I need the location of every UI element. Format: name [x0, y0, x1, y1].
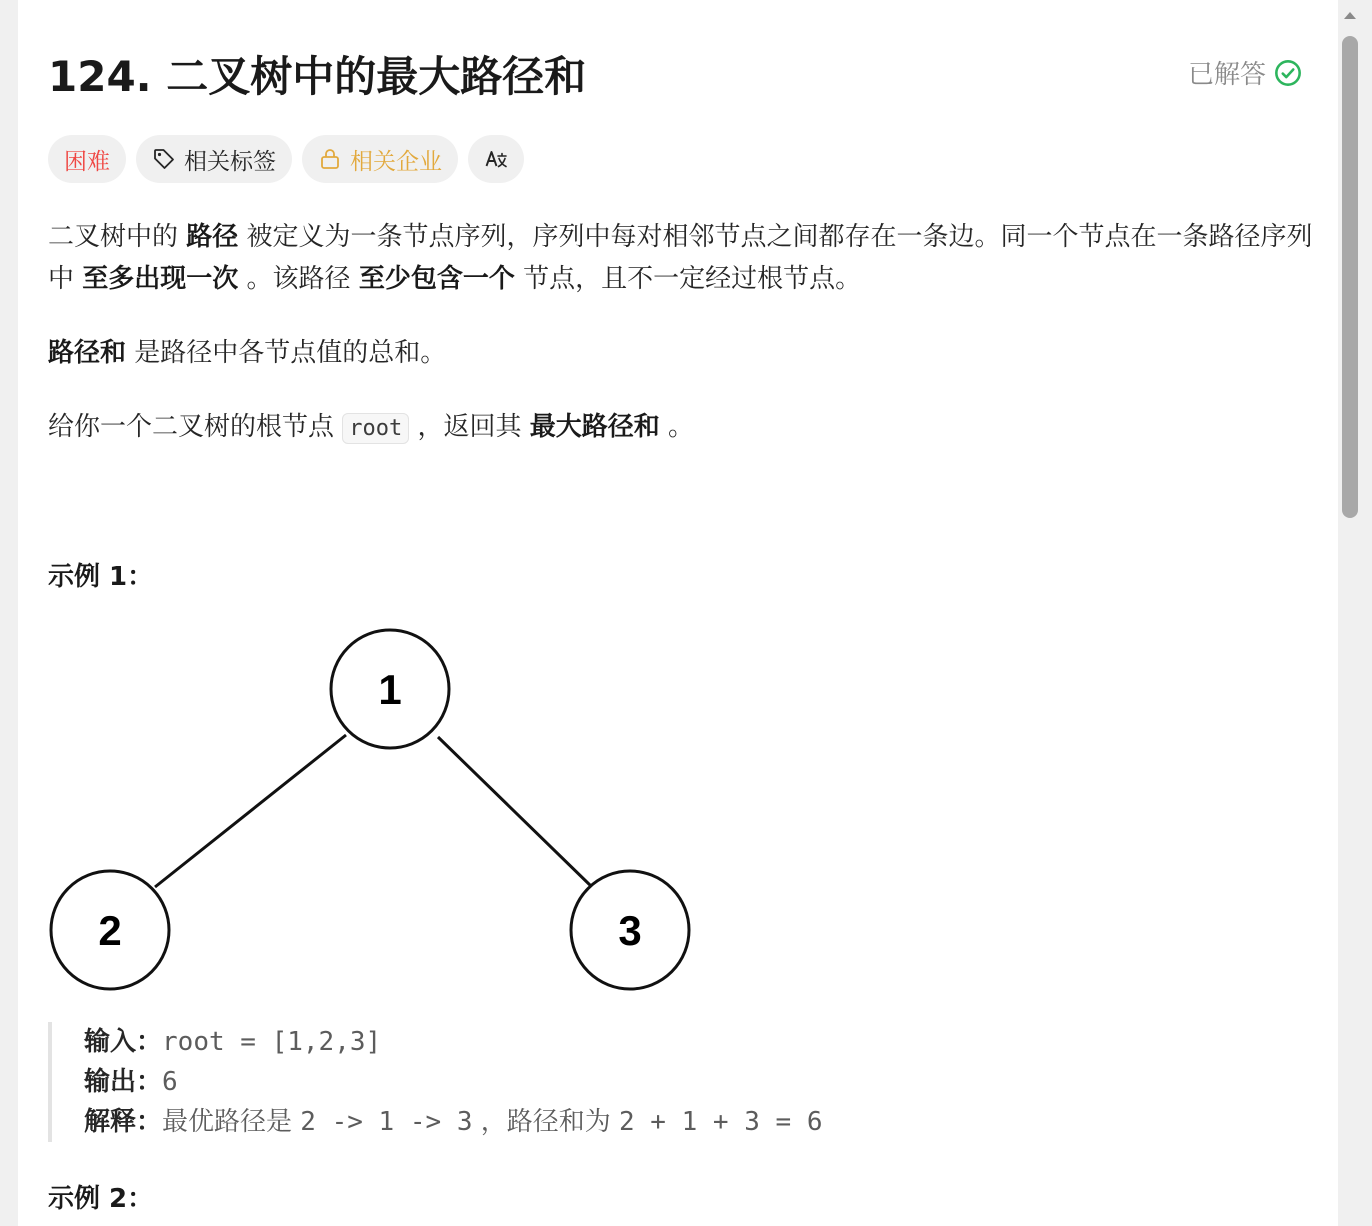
- related-tags-label: 相关标签: [184, 148, 276, 175]
- scrollbar-thumb[interactable]: [1342, 36, 1358, 518]
- tree-node-3: [571, 871, 689, 989]
- description-paragraph: 路径和 是路径中各节点值的总和。: [48, 338, 447, 368]
- translate-icon: [484, 147, 508, 171]
- svg-text:3: 3: [618, 907, 642, 954]
- example-1-title: 示例 1：: [48, 562, 154, 592]
- lock-icon: [318, 147, 342, 171]
- difficulty-label: 困难: [64, 148, 110, 175]
- example-2-title: 示例 2：: [48, 1184, 154, 1214]
- problem-title: 124. 二叉树中的最大路径和: [48, 52, 587, 101]
- example-output: 输出：6: [84, 1067, 178, 1097]
- example-input: 输入：root = [1,2,3]: [84, 1027, 382, 1057]
- solved-label: 已解答: [1187, 60, 1266, 90]
- tag-row: [48, 135, 524, 183]
- problem-panel: [18, 0, 1338, 1226]
- description-paragraph: 二叉树中的 路径 被定义为一条节点序列，序列中每对相邻节点之间都存在一条边。同一个节点在一条路径序列中 至多出现一次 。该路径 至少包含一个 节点，且不一定经过根节点。: [48, 222, 1313, 294]
- tree-edge: [155, 735, 346, 887]
- problem-description: [48, 216, 1313, 482]
- tree-node-1: [331, 630, 449, 748]
- example-explanation: 解释：最优路径是 2 -> 1 -> 3 ，路径和为 2 + 1 + 3 = 6: [84, 1107, 823, 1137]
- description-paragraph: 给你一个二叉树的根节点 root ，返回其 最大路径和 。: [48, 412, 695, 442]
- translate-button[interactable]: [468, 135, 524, 183]
- svg-text:2: 2: [98, 907, 122, 954]
- difficulty-badge[interactable]: [48, 135, 126, 183]
- right-edge: [1360, 0, 1372, 1226]
- tree-diagram: [48, 620, 698, 1000]
- tag-icon: [152, 147, 176, 171]
- related-companies-button[interactable]: [302, 135, 458, 183]
- svg-text:1: 1: [378, 666, 402, 713]
- scroll-up-arrow-icon[interactable]: [1342, 10, 1358, 22]
- related-tags-button[interactable]: [136, 135, 292, 183]
- example-1-block: [48, 1022, 1048, 1142]
- tree-node-2: [51, 871, 169, 989]
- code-root: root: [342, 413, 409, 444]
- tree-edge: [438, 737, 592, 887]
- check-circle-icon: [1274, 59, 1302, 87]
- solved-status: [1188, 54, 1302, 91]
- related-companies-label: 相关企业: [350, 148, 442, 175]
